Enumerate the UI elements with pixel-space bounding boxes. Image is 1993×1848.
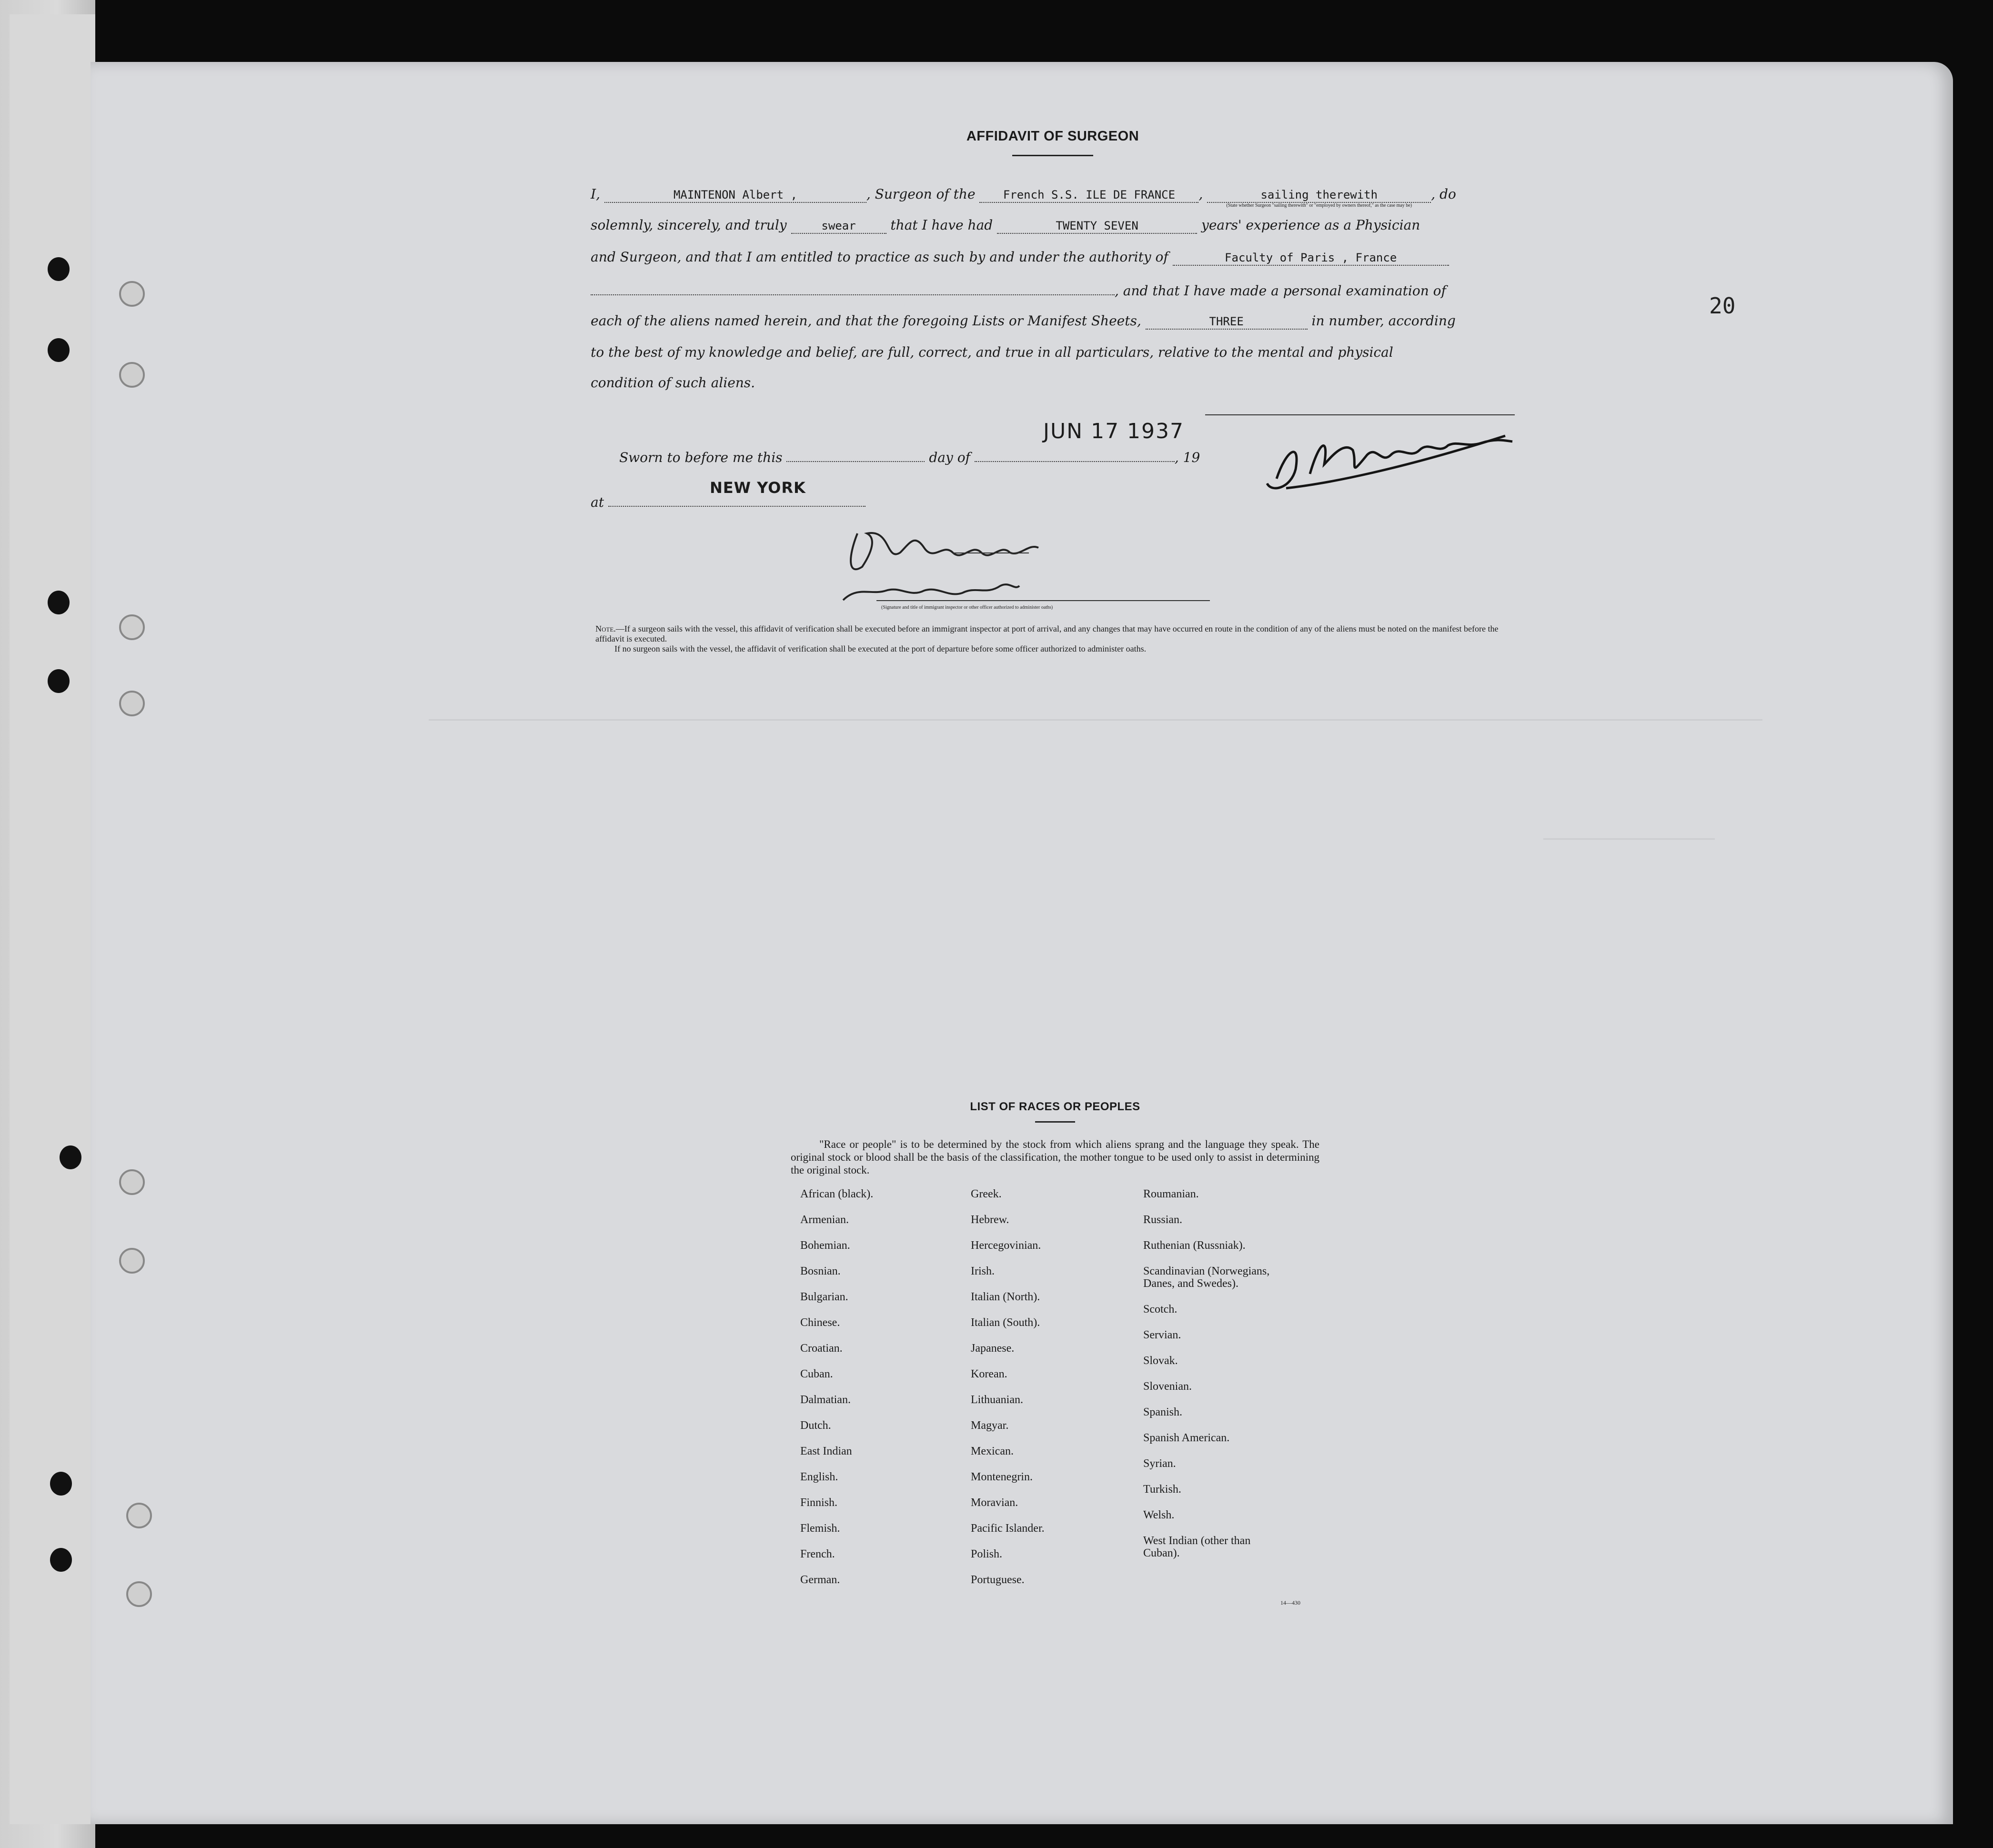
form-number: 14—430 (1280, 1599, 1300, 1606)
page-number: 20 (1709, 293, 1736, 319)
sworn-day-field (786, 447, 925, 462)
races-title: LIST OF RACES OR PEOPLES (970, 1100, 1140, 1113)
race-item: Mexican. (971, 1445, 1014, 1457)
note-paragraph-2: If no surgeon sails with the vessel, the affidavit of verification shall be executed at the port of departure before some officer authorized to administer oaths. (614, 644, 1147, 653)
race-item: Pacific Islander. (971, 1522, 1045, 1535)
race-item: Slovak. (1143, 1355, 1178, 1367)
race-item: English. (800, 1471, 838, 1483)
authority-field: Faculty of Paris , France (1173, 251, 1449, 266)
punch-ring (119, 1248, 145, 1274)
race-item: Cuban. (800, 1368, 833, 1380)
surgeon-status-field: sailing therewith (State whether Surgeon "sailing therewith" or "employed by owners thereof," as the case may be) (1207, 188, 1431, 203)
heading-rule (1012, 155, 1093, 156)
race-item: Spanish American. (1143, 1432, 1230, 1444)
race-item: Dalmatian. (800, 1394, 851, 1406)
surgeon-signature-rule (1205, 414, 1515, 415)
inspector-title-rule (876, 600, 1210, 601)
races-column-2 (971, 1188, 1137, 1599)
race-item: Korean. (971, 1368, 1007, 1380)
race-item: Hebrew. (971, 1214, 1009, 1226)
punch-hole (48, 338, 70, 362)
punch-ring (126, 1581, 152, 1607)
race-item: Scandinavian (Norwegians, Danes, and Swedes). (1143, 1265, 1270, 1290)
punch-hole (48, 669, 70, 693)
bleed-through-line (429, 719, 1762, 721)
race-item: Ruthenian (Russniak). (1143, 1239, 1246, 1252)
sworn-line: Sworn to before me this day of , 19 (591, 447, 1515, 466)
race-item: Armenian. (800, 1214, 849, 1226)
race-item: East Indian (800, 1445, 852, 1457)
affidavit-line-5: each of the aliens named herein, and that the foregoing Lists or Manifest Sheets, THREE in number, according (591, 313, 1456, 329)
races-column-3 (1143, 1188, 1310, 1573)
race-item: Dutch. (800, 1419, 831, 1432)
race-item: Chinese. (800, 1316, 840, 1329)
race-item: Greek. (971, 1188, 1002, 1200)
races-columns (791, 1188, 1319, 1607)
race-item: Scotch. (1143, 1303, 1178, 1316)
race-item: Turkish. (1143, 1483, 1181, 1496)
race-item: African (black). (800, 1188, 874, 1200)
surgeon-status-note: (State whether Surgeon "sailing therewith" or "employed by owners thereof," as the case may be) (1226, 203, 1412, 208)
race-item: Bosnian. (800, 1265, 841, 1277)
note-paragraph-1: —If a surgeon sails with the vessel, this affidavit of verification shall be executed before an immigrant inspector at port of arrival, and any changes that may have occurred en route in the condition of any of the aliens must be noted on the manifest before the affidavit is executed. (595, 624, 1499, 643)
affidavit-note (595, 624, 1515, 654)
affidavit-of-surgeon (591, 129, 1515, 662)
race-item: Syrian. (1143, 1457, 1176, 1470)
affidavit-line-2: solemnly, sincerely, and truly swear that I have had TWENTY SEVEN years' experience as a Physician (591, 217, 1420, 233)
race-item: Croatian. (800, 1342, 843, 1355)
race-item: Spanish. (1143, 1406, 1183, 1418)
race-item: Irish. (971, 1265, 995, 1277)
races-title-rule (1035, 1121, 1075, 1123)
race-item: Roumanian. (1143, 1188, 1199, 1200)
place-name: NEW YORK (710, 479, 806, 497)
race-item: Montenegrin. (971, 1471, 1033, 1483)
punch-ring (126, 1503, 152, 1528)
race-item: Moravian. (971, 1496, 1018, 1509)
affidavit-heading: AFFIDAVIT OF SURGEON (966, 129, 1139, 144)
inspector-signature-rule (953, 552, 1029, 553)
affidavit-line-7: condition of such aliens. (591, 375, 755, 391)
sheets-count-field: THREE (1146, 314, 1308, 330)
date-stamp: JUN 17 1937 (1043, 419, 1185, 443)
sworn-month-field (975, 447, 1175, 462)
punch-hole (50, 1472, 72, 1496)
race-item: French. (800, 1548, 835, 1560)
surgeon-name-field: MAINTENON Albert , (604, 188, 866, 203)
race-item: Magyar. (971, 1419, 1009, 1432)
at-line: at (591, 492, 1515, 511)
race-item: Russian. (1143, 1214, 1183, 1226)
punch-ring (119, 1169, 145, 1195)
inspector-caption: (Signature and title of immigrant inspector or other officer authorized to administer oaths) (881, 605, 1053, 610)
years-experience-field: TWENTY SEVEN (997, 219, 1197, 234)
races-list-section (791, 1100, 1319, 1607)
inspector-signature (829, 514, 1096, 619)
race-item: Servian. (1143, 1329, 1181, 1341)
punch-hole (48, 257, 70, 281)
races-column-1 (800, 1188, 967, 1599)
punch-hole (60, 1145, 81, 1169)
race-item: West Indian (other than Cuban). (1143, 1535, 1251, 1559)
race-item: Bulgarian. (800, 1291, 848, 1303)
race-item: Slovenian. (1143, 1380, 1192, 1393)
race-item: Bohemian. (800, 1239, 850, 1252)
race-item: Japanese. (971, 1342, 1015, 1355)
punch-hole (50, 1548, 72, 1572)
race-item: Hercegovinian. (971, 1239, 1041, 1252)
race-item: Welsh. (1143, 1509, 1175, 1521)
punch-hole (48, 591, 70, 614)
race-item: Italian (South). (971, 1316, 1040, 1329)
affidavit-line-1: I, MAINTENON Albert , , Surgeon of the French S.S. ILE DE FRANCE , sailing therewith (State whether Surgeon "sailing therewith" or "employed by owners thereof," as the case may be) , do (591, 186, 1456, 208)
race-item: Finnish. (800, 1496, 838, 1509)
race-item: German. (800, 1574, 840, 1586)
race-item: Portuguese. (971, 1574, 1025, 1586)
punch-ring (119, 614, 145, 640)
punch-ring (119, 281, 145, 307)
affidavit-line-6: to the best of my knowledge and belief, are full, correct, and true in all particulars, relative to the mental and physical (591, 344, 1393, 360)
ship-name-field: French S.S. ILE DE FRANCE (979, 188, 1198, 203)
race-item: Polish. (971, 1548, 1003, 1560)
oath-field: swear (791, 219, 886, 234)
note-label: Note. (595, 624, 616, 633)
punch-ring (119, 691, 145, 716)
affidavit-line-3: and Surgeon, and that I am entitled to practice as such by and under the authority of Faculty of Paris , France (591, 248, 1515, 267)
authority-continuation-field (591, 280, 1115, 295)
races-intro: "Race or people" is to be determined by the stock from which aliens sprang and the language they speak. The original stock or blood shall be the basis of the classification, the mother tongue to be used only to assist in determining the original stock. (791, 1138, 1319, 1176)
race-item: Lithuanian. (971, 1394, 1023, 1406)
race-item: Italian (North). (971, 1291, 1040, 1303)
bleed-through-line (1543, 838, 1715, 840)
affidavit-line-4: , and that I have made a personal examination of (591, 280, 1515, 299)
race-item: Flemish. (800, 1522, 840, 1535)
punch-ring (119, 362, 145, 388)
